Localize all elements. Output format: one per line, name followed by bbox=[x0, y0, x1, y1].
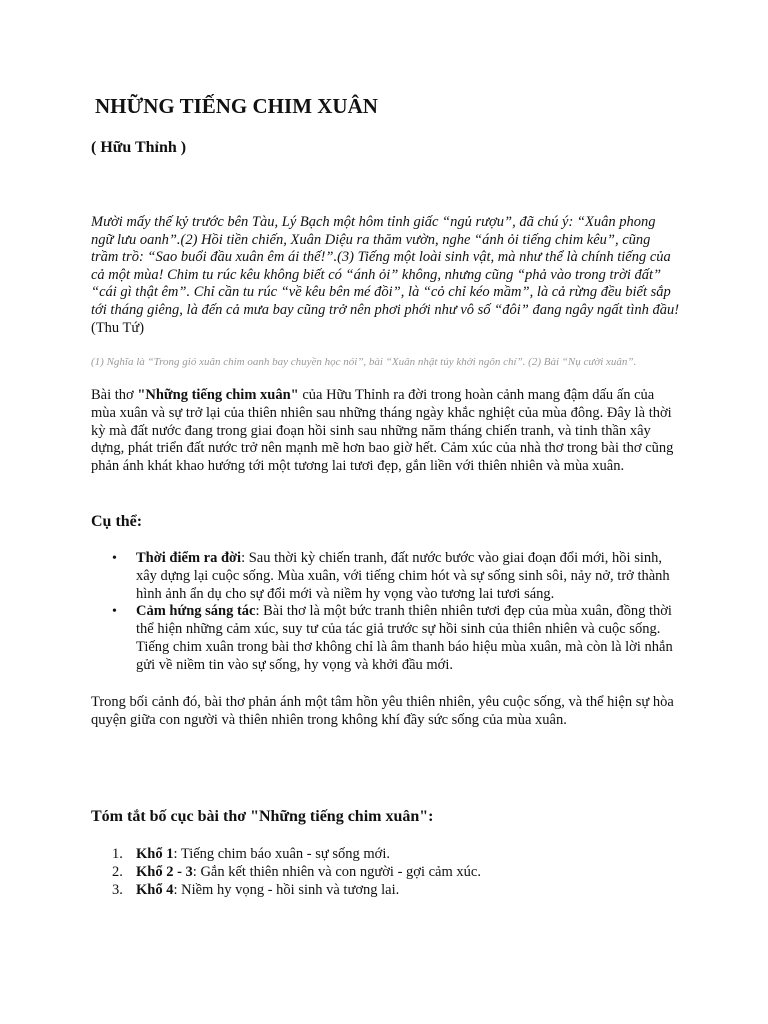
list-item bbox=[112, 603, 681, 674]
list-item-text: : Sau thời kỳ chiến tranh, đất nước bước vào giai đoạn đổi mới, hồi sinh, xây dựng lại cuộc sống. Mùa xuân, với tiếng chim hót và sự sống sinh sôi, nảy nở, trở thành hình ảnh ẩn dụ cho sự đổi mới và niềm hy vọng vào tương lai tươi sáng. bbox=[136, 550, 670, 602]
list-item bbox=[112, 550, 681, 603]
bullet-marker: • bbox=[112, 551, 117, 566]
list-number: 2. bbox=[112, 863, 123, 880]
intro-poem-title: "Những tiếng chim xuân" bbox=[137, 387, 299, 403]
section-heading-summary: Tóm tắt bố cục bài thơ "Những tiếng chim xuân": bbox=[91, 808, 434, 825]
list-item-text: : Tiếng chim báo xuân - sự sống mới. bbox=[173, 846, 390, 862]
summary-list bbox=[91, 846, 681, 899]
list-item-label: Khổ 2 - 3 bbox=[136, 863, 193, 880]
list-item-label: Thời điểm ra đời bbox=[136, 550, 242, 566]
document-title: NHỮNG TIẾNG CHIM XUÂN bbox=[95, 94, 378, 118]
epigraph-quote bbox=[91, 214, 681, 337]
list-item-text: : Bài thơ là một bức tranh thiên nhiên tươi đẹp của mùa xuân, đồng thời thể hiện những cảm xúc, suy tư của tác giả trước sự hồi sinh của thiên nhiên và cuộc sống. Tiếng chim xuân trong bài thơ không chỉ là âm thanh báo hiệu mùa xuân, mà còn là lời nhắn gửi về niềm tin vào sự sống, hy vọng và khởi đầu mới. bbox=[136, 603, 673, 673]
intro-prefix: Bài thơ bbox=[91, 387, 138, 403]
list-item bbox=[112, 881, 681, 900]
bullet-marker: • bbox=[112, 604, 117, 620]
epigraph-text: Mười mấy thế kỷ trước bên Tàu, Lý Bạch một hôm tỉnh giấc “ngủ rượu”, đã chú ý: “Xuân phong ngữ lưu oanh”.(2) Hồi tiền chiến, Xuân Diệu ra thăm vườn, nghe “ánh ỏi tiếng chim kêu”, cũng trầm trồ: “Sao buổi đầu xuân êm ái thế!”.(3) Tiếng một loài sinh vật, mà như thể là chính tiếng của cả một mùa! Chim tu rúc kêu không biết có “ánh ỏi” không, nhưng cũng “phả vào trong trời đất” “cái gì thật êm”. Chỉ cần tu rúc “về kêu bên mé đồi”, là “cỏ chỉ kéo mầm”, là cả rừng đều biết sắp tới tháng giêng, là đến cả mưa bay cũng trở nên phơi phới như vô số “đôi” đang ngây ngất tình đầu! bbox=[91, 214, 680, 318]
list-item-label: Cảm hứng sáng tác bbox=[136, 603, 256, 620]
list-number: 1. bbox=[112, 846, 123, 862]
section-heading-cu-the: Cụ thể: bbox=[91, 513, 143, 530]
list-item bbox=[112, 863, 681, 882]
list-item-text: : Niềm hy vọng - hồi sinh và tương lai. bbox=[173, 881, 400, 898]
intro-paragraph bbox=[91, 387, 681, 476]
list-number: 3. bbox=[112, 881, 123, 898]
epigraph-attribution: (Thu Tứ) bbox=[91, 319, 145, 336]
list-item-label: Khổ 4 bbox=[136, 881, 174, 898]
list-item-label: Khổ 1 bbox=[136, 846, 174, 862]
closing-paragraph: Trong bối cảnh đó, bài thơ phản ánh một tâm hồn yêu thiên nhiên, yêu cuộc sống, và thể hiện sự hòa quyện giữa con người và thiên nhiên trong không khí đầy sức sống của mùa xuân. bbox=[91, 694, 674, 728]
list-item-text: : Gắn kết thiên nhiên và con người - gợi cảm xúc. bbox=[192, 863, 481, 880]
author-line: ( Hữu Thỉnh ) bbox=[91, 139, 187, 156]
footnote: (1) Nghĩa là “Trong gió xuân chim oanh bay chuyền học nói”, bài “Xuân nhật túy khởi ngôn chí”. (2) Bài “Nụ cười xuân”. bbox=[91, 356, 637, 368]
list-item bbox=[112, 846, 681, 864]
bullet-list bbox=[91, 550, 681, 675]
intro-body: của Hữu Thỉnh ra đời trong hoàn cảnh mang đậm dấu ấn của mùa xuân và sự trở lại của thiên nhiên sau những tháng ngày khắc nghiệt của mùa đông. Đây là thời kỳ mà đất nước đang trong giai đoạn hồi sinh sau những năm tháng chiến tranh, và tinh thần xây dựng, phát triển đất nước trở nên mạnh mẽ hơn bao giờ hết. Cảm xúc của nhà thơ trong bài thơ cũng phản ánh khát khao hướng tới một tương lai tươi đẹp, gắn liền với thiên nhiên và mùa xuân. bbox=[91, 387, 674, 475]
